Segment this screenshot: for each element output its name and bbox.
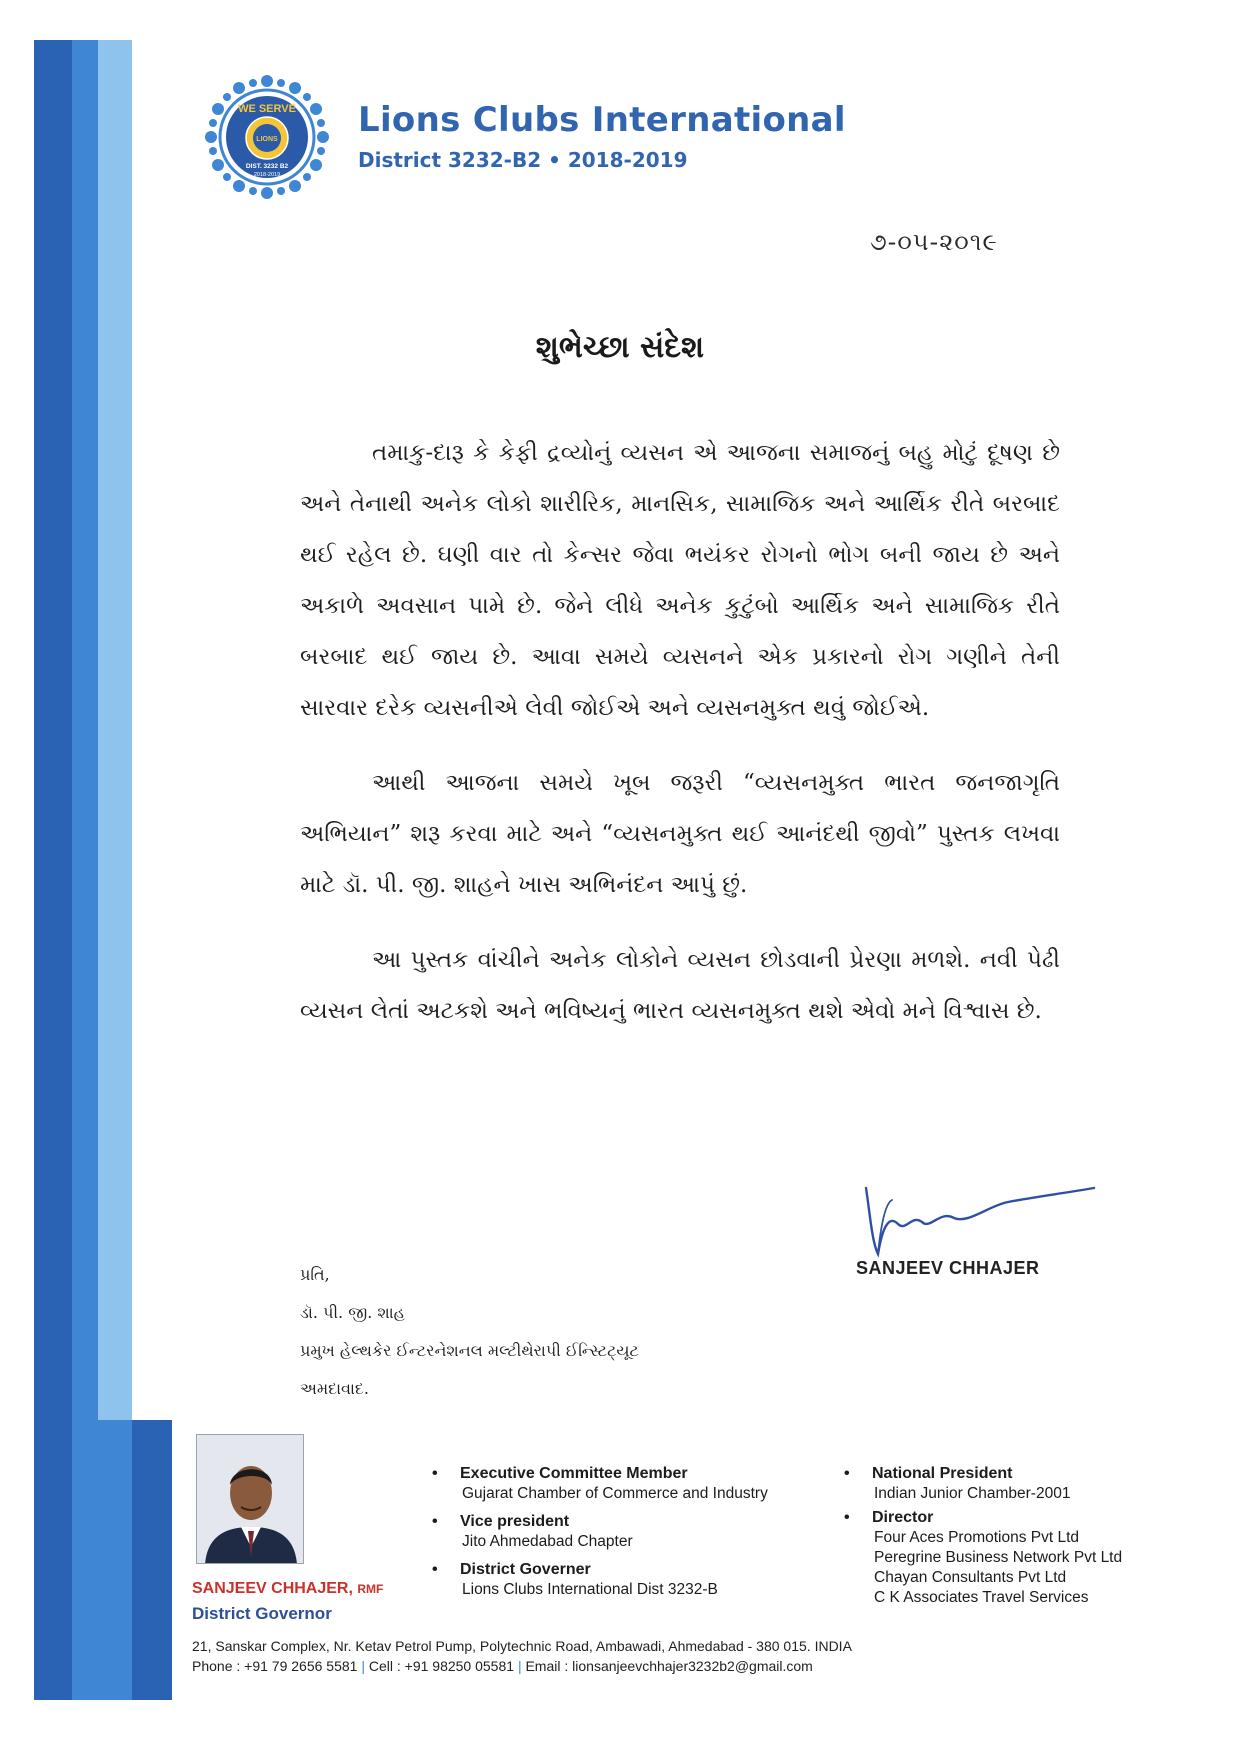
letter-title: શુભેચ્છા સંદેશ (535, 330, 705, 365)
signatory-name: SANJEEV CHHAJER (856, 1258, 1040, 1278)
left-stripe-lower-dark (132, 1420, 172, 1700)
logo-motto: WE SERVE (238, 103, 296, 115)
footer-name: SANJEEV CHHAJER, RMF (192, 1580, 384, 1597)
org-name: Lions Clubs International (358, 100, 846, 140)
governor-photo (196, 1434, 304, 1564)
separator: | (361, 1658, 365, 1674)
footer-cell: Cell : +91 98250 05581 (368, 1658, 515, 1674)
positions-right (844, 1464, 1122, 1612)
letter-paragraph: આથી આજના સમયે ખૂબ જરૂરી “વ્યસનમુક્ત ભારત જનજાગૃતિ અભિયાન” શરૂ કરવા માટે અને “વ્યસનમુક્ત થઈ આનંદથી જીવો” પુસ્તક લખવા માટે ડૉ. પી. જી. શાહને ખાસ અભિનંદન આપું છું. (300, 770, 1060, 898)
recipient-block (300, 1256, 639, 1408)
recipient-name: ડૉ. પી. જી. શાહ (300, 1303, 405, 1322)
footer-name-suffix: RMF (357, 1582, 384, 1596)
signature (858, 1184, 1098, 1260)
footer-phone: Phone : +91 79 2656 5581 (192, 1658, 358, 1674)
left-stripe-dark (34, 40, 72, 1700)
position-item: • Executive Committee Member Gujarat Chamber of Commerce and Industry (432, 1465, 768, 1502)
letter-date: ૭-૦૫-૨૦૧૯ (870, 228, 998, 256)
separator: | (517, 1658, 522, 1674)
logo-emblem-text: LIONS (256, 136, 278, 143)
bullet-icon: • (432, 1465, 438, 1482)
footer-role: District Governor (192, 1604, 332, 1623)
footer-contact (192, 1636, 852, 1676)
footer-contact-line (192, 1656, 852, 1676)
positions-left (432, 1464, 768, 1608)
bullet-icon: • (844, 1509, 850, 1526)
position-item: • District Governer Lions Clubs International Dist 3232-B (432, 1561, 718, 1598)
letter-paragraph: આ પુસ્તક વાંચીને અનેક લોકોને વ્યસન છોડવાની પ્રેરણા મળશે. નવી પેઢી વ્યસન લેતાં અટકશે અને ભવિષ્યનું ભારત વ્યસનમુક્ત થશે એવો મને વિશ્વાસ છે. (300, 947, 1060, 1024)
letter-body (300, 428, 1060, 1061)
recipient-designation: પ્રમુખ હેલ્થકેર ઈન્ટરનેશનલ મલ્ટીથેરાપી ઈન્સ્ટિટ્યૂટ (300, 1341, 639, 1360)
bullet-icon: • (844, 1465, 850, 1482)
footer-email-link[interactable]: Email : lionsanjeevchhajer3232b2@gmail.com (525, 1658, 813, 1674)
recipient-prefix: પ્રતિ, (300, 1265, 330, 1284)
letter-paragraph: તમાકુ-દારૂ કે કેફી દ્રવ્યોનું વ્યસન એ આજના સમાજનું બહુ મોટું દૂષણ છે અને તેનાથી અનેક લોકો શારીરિક, માનસિક, સામાજિક અને આર્થિક રીતે બરબાદ થઈ રહેલ છે. ઘણી વાર તો કેન્સર જેવા ભયંકર રોગનો ભોગ બની જાય છે અને અકાળે અવસાન પામે છે. જેને લીધે અનેક કુટુંબો આર્થિક અને સામાજિક રીતે બરબાદ થઈ જાય છે. આવા સમયે વ્યસનને એક પ્રકારનો રોગ ગણીને તેની સારવાર દરેક વ્યસનીએ લેવી જોઈએ અને વ્યસનમુક્ત થવું જોઈએ. (300, 440, 1060, 721)
position-item: • Director Four Aces Promotions Pvt Ltd Peregrine Business Network Pvt Ltd Chayan Consultants Pvt Ltd C K Associates Travel Services (844, 1509, 1123, 1606)
recipient-city: અમદાવાદ. (300, 1379, 369, 1398)
logo-year: 2018-2019 (253, 172, 281, 178)
left-stripe-mid (72, 40, 98, 1700)
position-item: • National President Indian Junior Chamber-2001 (844, 1465, 1071, 1502)
footer-address: 21, Sanskar Complex, Nr. Ketav Petrol Pump, Polytechnic Road, Ambawadi, Ahmedabad - 380 015. INDIA (192, 1638, 852, 1654)
left-stripe-lower-mid (98, 1420, 132, 1700)
position-item: • Vice president Jito Ahmedabad Chapter (432, 1513, 633, 1550)
logo-district-code: DIST. 3232 B2 (245, 163, 289, 170)
org-district-line: District 3232-B2 • 2018-2019 (358, 148, 688, 172)
bullet-icon: • (432, 1513, 438, 1530)
lions-logo (202, 72, 332, 202)
bullet-icon: • (432, 1561, 438, 1578)
